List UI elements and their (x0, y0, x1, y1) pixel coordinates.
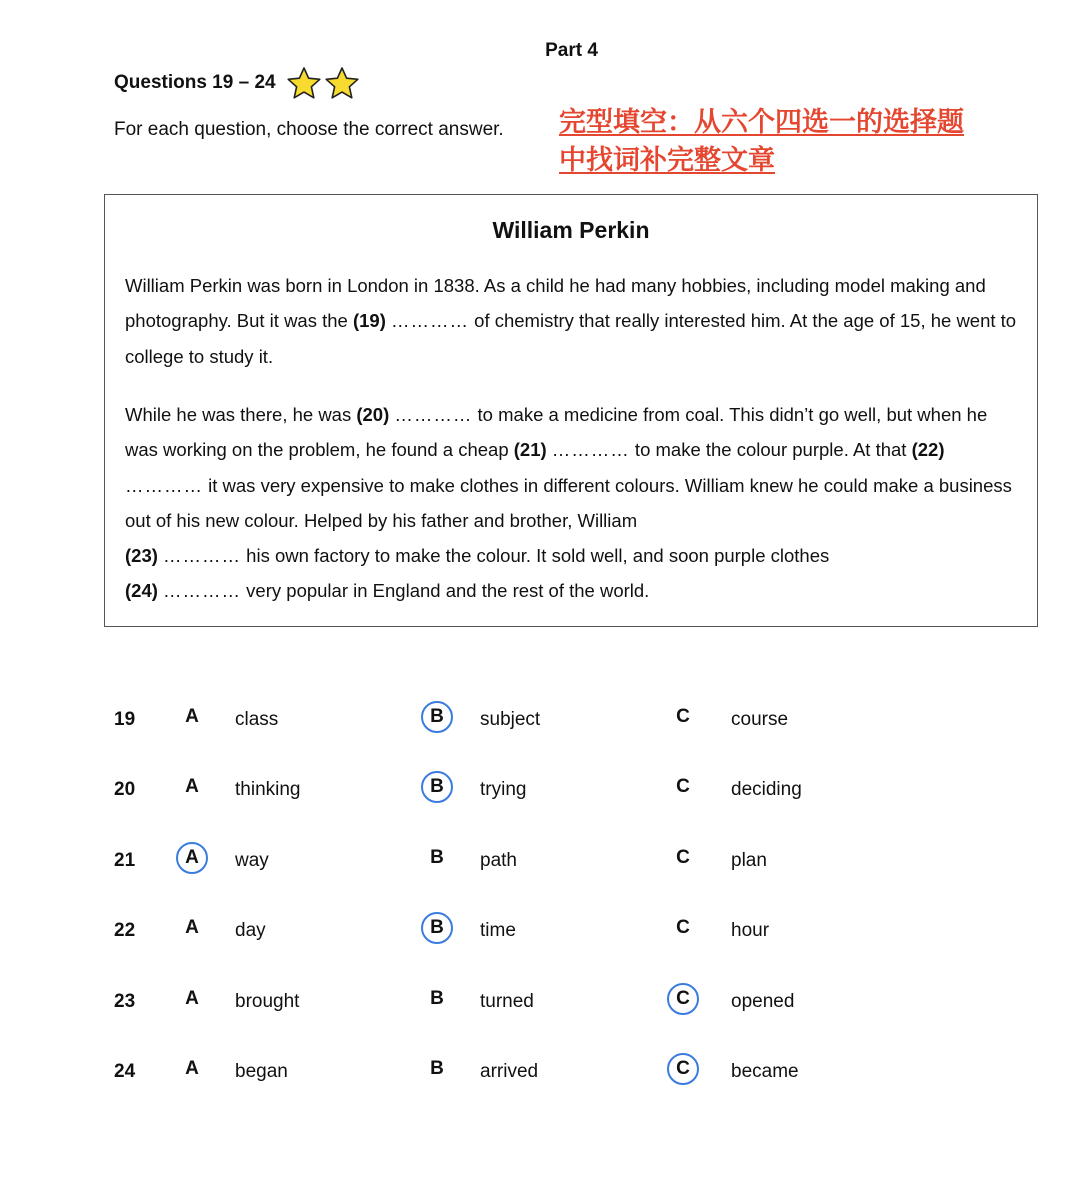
text-span: William Perkin was born in London in 1838. As a child he had many hobbies, including model making and photography. But it was the (125, 275, 986, 332)
gap-22-blank: ………… (125, 474, 203, 496)
question-number: 22 (114, 920, 136, 941)
text-span: to make a medicine from coal. This didn’t go well, but when he was working on the problem, he found a cheap (125, 404, 988, 461)
option-a-word[interactable]: way (235, 850, 269, 871)
option-b-letter-selected[interactable]: B (421, 701, 453, 733)
instruction-text: For each question, choose the correct answer. (114, 119, 504, 140)
option-c-letter-selected[interactable]: C (667, 1053, 699, 1085)
gap-21-label: (21) (513, 439, 547, 461)
option-b-word[interactable]: subject (480, 709, 541, 730)
option-a-word[interactable]: brought (235, 991, 300, 1012)
gap-19-blank: ………… (391, 310, 470, 332)
passage-title: William Perkin (492, 217, 650, 243)
annotation-line-1: 完型填空：从六个四选一的选择题 (559, 107, 964, 138)
option-b-word[interactable]: turned (480, 991, 534, 1012)
gap-23-label: (23) (125, 545, 158, 567)
option-c-word[interactable]: opened (731, 991, 795, 1012)
option-b-word[interactable]: path (480, 850, 517, 871)
gap-21-blank: ………… (551, 439, 630, 461)
option-b-letter[interactable]: B (430, 988, 444, 1009)
option-a-word[interactable]: class (235, 709, 279, 730)
question-number: 23 (114, 991, 136, 1012)
option-b-word[interactable]: arrived (480, 1061, 539, 1082)
option-c-letter-selected[interactable]: C (667, 983, 699, 1015)
option-a-word[interactable]: thinking (235, 779, 301, 800)
option-c-word[interactable]: became (731, 1061, 799, 1082)
part-title: Part 4 (545, 40, 598, 61)
option-c-word[interactable]: course (731, 709, 789, 730)
option-a-word[interactable]: began (235, 1061, 288, 1082)
annotation-line-2: 中找词补完整文章 (559, 145, 775, 176)
gap-20-blank: ………… (394, 404, 473, 425)
question-number: 20 (114, 779, 136, 800)
text-span: of chemistry that really interested him. At the age of 15, he went to college to study it. (125, 310, 1017, 367)
question-number: 21 (114, 850, 136, 871)
option-a-letter[interactable]: A (185, 1058, 199, 1079)
gap-22-label: (22) (911, 439, 945, 461)
text-span: to make the colour purple. At that (629, 439, 912, 461)
option-b-letter-selected[interactable]: B (421, 912, 453, 944)
text-span: very popular in England and the rest of the world. (241, 580, 650, 602)
star-icon (324, 66, 360, 100)
option-row-21 (0, 841, 1080, 881)
option-a-letter[interactable]: A (185, 917, 199, 938)
option-c-letter[interactable]: C (676, 847, 690, 868)
questions-heading (114, 66, 360, 100)
gap-19-label: (19) (352, 310, 386, 332)
option-c-letter[interactable]: C (676, 706, 690, 727)
option-row-22 (0, 911, 1080, 951)
option-c-letter[interactable]: C (676, 776, 690, 797)
gap-24-blank: ………… (163, 580, 242, 602)
text-span: it was very expensive to make clothes in different colours. William knew he could make a business out of his new colour. Helped by his father and brother, William (125, 474, 1012, 531)
option-a-letter[interactable]: A (185, 706, 199, 727)
gap-23-blank: ………… (163, 545, 242, 567)
option-a-letter-selected[interactable]: A (176, 842, 208, 874)
difficulty-stars (286, 66, 360, 100)
option-c-word[interactable]: hour (731, 920, 770, 941)
text-span: his own factory to make the colour. It sold well, and soon purple clothes (241, 545, 830, 567)
option-b-word[interactable]: time (480, 920, 516, 941)
option-b-letter[interactable]: B (430, 847, 444, 868)
option-row-23 (0, 982, 1080, 1022)
question-number: 24 (114, 1061, 136, 1082)
star-icon (286, 66, 322, 100)
passage-paragraph-2 (125, 397, 1017, 609)
option-b-letter-selected[interactable]: B (421, 771, 453, 803)
handwritten-annotation (559, 104, 989, 180)
text-span: While he was there, he was (125, 404, 357, 425)
gap-24-label: (24) (125, 580, 158, 602)
option-c-letter[interactable]: C (676, 917, 690, 938)
passage-paragraph-1 (125, 268, 1017, 374)
option-a-letter[interactable]: A (185, 776, 199, 797)
option-row-24 (0, 1052, 1080, 1092)
option-c-word[interactable]: plan (731, 850, 767, 871)
option-c-word[interactable]: deciding (731, 779, 802, 800)
questions-range: Questions 19 – 24 (114, 72, 276, 93)
gap-20-label: (20) (356, 404, 390, 425)
option-a-word[interactable]: day (235, 920, 266, 941)
option-b-letter[interactable]: B (430, 1058, 444, 1079)
option-row-19 (0, 700, 1080, 740)
question-number: 19 (114, 709, 136, 730)
option-b-word[interactable]: trying (480, 779, 527, 800)
option-row-20 (0, 770, 1080, 810)
passage-box (104, 194, 1038, 627)
option-a-letter[interactable]: A (185, 988, 199, 1009)
